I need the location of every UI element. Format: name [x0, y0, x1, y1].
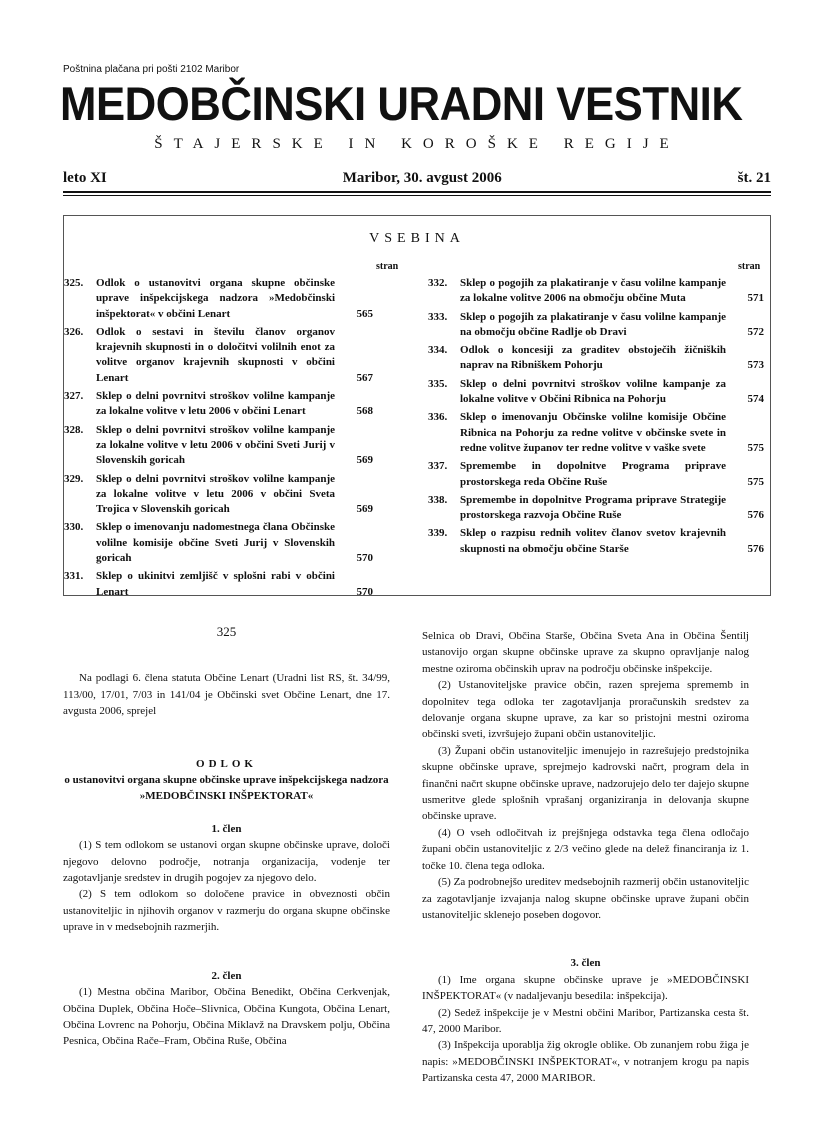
toc-right-column [428, 276, 764, 560]
toc-page-label-left: stran [376, 261, 399, 272]
toc-entry-page: 572 [747, 325, 764, 338]
toc-left-column [64, 276, 373, 603]
toc-entry-page: 570 [356, 552, 373, 565]
toc-entry [428, 493, 764, 524]
toc-entry-title: Sklep o pogojih za plakatiranje v času volilne kampanje za lokalne volitve 2006 na območju občine Muta [460, 277, 726, 305]
section-heading-3: 3. člen [570, 957, 601, 970]
toc-title: VSEBINA [369, 231, 465, 246]
toc-entry [64, 569, 373, 600]
article-title: o ustanovitvi organa skupne občinske uprave inšpekcijskega nadzora »MEDOBČINSKI INŠPEKTORAT« [64, 774, 389, 803]
paragraph: (1) S tem odlokom se ustanovi organ skupne občinske uprave, določi njegovo delovno področje, notranja organizacija, vodenje ter zagotavljanje sredstev in drugih pogojev za njegovo delo. [63, 839, 390, 885]
toc-entry-number: 330. [64, 521, 84, 534]
paragraph: (5) Za podrobnejšo ureditev medsebojnih razmerij občin ustanoviteljic za zagotavljanje izvajanja nalog skupne občinske uprave župani občin ustanoviteljic sklenejo poseben dogovor. [422, 876, 749, 921]
paragraph-continued: Selnica ob Dravi, Občina Starše, Občina Sveta Ana in Občina Šentilj ustanovijo organ skupne občinske uprave za skupno opravljanje nalog mestne oziroma občinskih uprav na področju občinske inšpekcije. [422, 630, 749, 675]
toc-entry-page: 571 [747, 292, 764, 305]
toc-entry-page: 576 [747, 542, 764, 555]
postage-note: Poštnina plačana pri pošti 2102 Maribor [63, 64, 240, 75]
issue-meta-row [63, 170, 771, 187]
paragraph: (2) Sedež inšpekcije je v Mestni občini Maribor, Partizanska cesta št. 47, 2000 Maribor. [422, 1006, 749, 1035]
toc-entry-title: Odlok o koncesiji za graditev obstoječih žičniških naprav na Ribniškem Pohorju [460, 344, 726, 372]
issue-year: leto XI [63, 170, 107, 186]
table-of-contents [63, 215, 771, 596]
toc-entry-number: 327. [64, 390, 84, 403]
toc-entry-title: Sklep o imenovanju Občinske volilne komisije Občine Ribnica na Pohorju za redne volitve v občinske svete in redne volitve županov ter redne volitve v vaške svete [460, 411, 726, 454]
toc-entry-number: 325. [64, 277, 84, 289]
toc-entry [64, 276, 373, 322]
issue-date: Maribor, 30. avgust 2006 [342, 170, 502, 186]
toc-entry-page: 576 [747, 509, 764, 522]
toc-entry-title: Sklep o delni povrnitvi stroškov volilne kampanje za lokalne volitve v letu 2006 v občini Lenart [96, 390, 335, 418]
paragraph: (3) Inšpekcija uporablja žig okrogle oblike. Ob zunanjem robu žiga je napis: »MEDOBČINSKI INŠPEKTORAT«, v notranjem krogu pa napis Partizanska cesta 47, 2000 MARIBOR. [422, 1039, 749, 1085]
toc-entry [428, 343, 764, 374]
toc-entry [64, 423, 373, 469]
toc-entry [64, 389, 373, 420]
toc-entry-page: 570 [356, 585, 373, 598]
toc-entry-page: 565 [356, 307, 373, 320]
paragraph: (1) Ime organa skupne občinske uprave je »MEDOBČINSKI INŠPEKTORAT« (v nadaljevanju besedila: inšpekcija). [422, 973, 749, 1003]
header-rule-thin [63, 195, 771, 196]
masthead-title: MEDOBČINSKI URADNI VESTNIK [60, 77, 743, 130]
toc-entry-title: Sklep o razpisu rednih volitev članov svetov krajevnih skupnosti na območju občine Starše [460, 527, 726, 555]
toc-entry [428, 276, 764, 307]
toc-entry-number: 329. [64, 472, 84, 485]
toc-entry [64, 472, 373, 518]
toc-entry-number: 328. [64, 423, 84, 436]
toc-entry-number: 332. [428, 277, 448, 289]
masthead-subtitle: ŠTAJERSKE IN KOROŠKE REGIJE [154, 136, 680, 152]
paragraph: (1) Mestna občina Maribor, Občina Benedikt, Občina Cerkvenjak, Občina Duplek, Občina Hoče–Slivnica, Občina Kungota, Občina Lenart, Občina Lovrenc na Pohorju, Občina Miklavž na Dravskem polju, Občina Pesnica, Občina Rače–Fram, Občina Ruše, Občina [63, 986, 390, 1048]
article-type: ODLOK [196, 757, 257, 770]
toc-entry-number: 333. [428, 310, 448, 323]
toc-entry-page: 574 [747, 393, 764, 406]
issue-number: št. 21 [737, 170, 771, 186]
toc-entry [428, 377, 764, 408]
paragraph: (4) O vseh odločitvah iz prejšnjega odstavka tega člena odločajo župani občin ustanoviteljic z 2/3 večino glede na delež financiranja iz 1. točke 10. člena tega odloka. [422, 826, 749, 872]
toc-entry-number: 334. [428, 344, 448, 357]
paragraph: (2) S tem odlokom so določene pravice in obveznosti občin ustanoviteljic in njihovih organov v razmerju do organa skupne občinske uprave in v medsebojnih razmerjih. [63, 888, 390, 934]
toc-entry-title: Sklep o delni povrnitvi stroškov volilne kampanje za lokalne volitve v letu 2006 v občini Sveti Jurij v Slovenskih goricah [96, 423, 335, 467]
article-column-left [63, 624, 390, 1050]
toc-entry-number: 326. [64, 325, 84, 338]
section-heading-2: 2. člen [211, 969, 242, 982]
toc-entry [64, 520, 373, 566]
toc-entry-number: 331. [64, 570, 84, 583]
toc-entry-number: 337. [428, 460, 448, 473]
toc-entry-title: Spremembe in dopolnitve Programa priprave prostorskega reda Občine Ruše [460, 460, 726, 488]
toc-entry-number: 339. [428, 527, 448, 540]
article-number: 325 [216, 624, 237, 639]
toc-entry [428, 526, 764, 557]
toc-entry-title: Sklep o pogojih za plakatiranje v času volilne kampanje na območju občine Radlje ob Dravi [460, 310, 726, 338]
toc-entry [428, 410, 764, 456]
toc-entry-page: 567 [356, 371, 373, 384]
toc-entry-number: 335. [428, 377, 448, 390]
section-heading-1: 1. člen [211, 822, 242, 835]
header-rule [63, 191, 771, 193]
paragraph: (2) Ustanoviteljske pravice občin, razen sprejema sprememb in dopolnitev tega odloka ter zagotavljanja proračunskih sredstev za delovanje organa skupne uprave, za kar so pristojni mestni oziroma občinski sveti, izvršujejo župani občin ustanoviteljic. [422, 679, 749, 741]
article-preamble: Na podlagi 6. člena statuta Občine Lenart (Uradni list RS, št. 34/99, 113/00, 17/01, 7/03 in 141/04 je Občinski svet Občine Lenart, dne 17. avgusta 2006, sprejel [63, 672, 390, 718]
toc-page-label-right: stran [738, 261, 761, 272]
toc-entry [428, 459, 764, 490]
toc-entry [64, 325, 373, 386]
toc-entry-page: 569 [356, 454, 373, 467]
toc-entry-number: 336. [428, 411, 448, 424]
toc-entry-page: 573 [747, 359, 764, 372]
toc-entry-title: Sklep o delni povrnitvi stroškov volilne kampanje za lokalne volitve v letu 2006 v občini Sveta Trojica v Slovenskih goricah [96, 472, 335, 516]
toc-entry-number: 338. [428, 493, 448, 506]
toc-entry-title: Sklep o imenovanju nadomestnega člana Občinske volilne komisije občine Sveti Jurij v Slovenskih goricah [96, 521, 335, 565]
toc-entry [428, 310, 764, 341]
toc-entry-title: Sklep o delni povrnitvi stroškov volilne kampanje za lokalne volitve v Občini Ribnica na Pohorju [460, 377, 726, 406]
toc-entry-page: 575 [747, 475, 764, 488]
toc-entry-title: Spremembe in dopolnitve Programa priprave Strategije prostorskega razvoja Občine Ruše [460, 493, 726, 522]
toc-entry-page: 569 [356, 503, 373, 516]
toc-entry-title: Odlok o sestavi in številu članov organov krajevnih skupnosti in o določitvi volilnih enot za volitve organov krajevnih skupnosti v občini Lenart [96, 325, 335, 384]
article-column-right [422, 628, 749, 1087]
paragraph: (3) Župani občin ustanoviteljic imenujejo in razrešujejo predstojnika skupne občinske uprave, sprejmejo kadrovski načrt, program dela in finančni načrt skupne občinske uprave, nadzorujejo delo ter dajejo skupne usmeritve glede splošnih vprašanj organiziranja in delovanja skupne občinske uprave. [422, 744, 749, 823]
toc-entry-page: 568 [356, 405, 373, 418]
toc-entry-page: 575 [747, 441, 764, 454]
toc-entry-title: Sklep o ukinitvi zemljišč v splošni rabi v občini Lenart [96, 570, 335, 598]
toc-entry-title: Odlok o ustanovitvi organa skupne občinske uprave inšpekcijskega nadzora »Medobčinski inšpektorat« v občini Lenart [96, 277, 335, 320]
